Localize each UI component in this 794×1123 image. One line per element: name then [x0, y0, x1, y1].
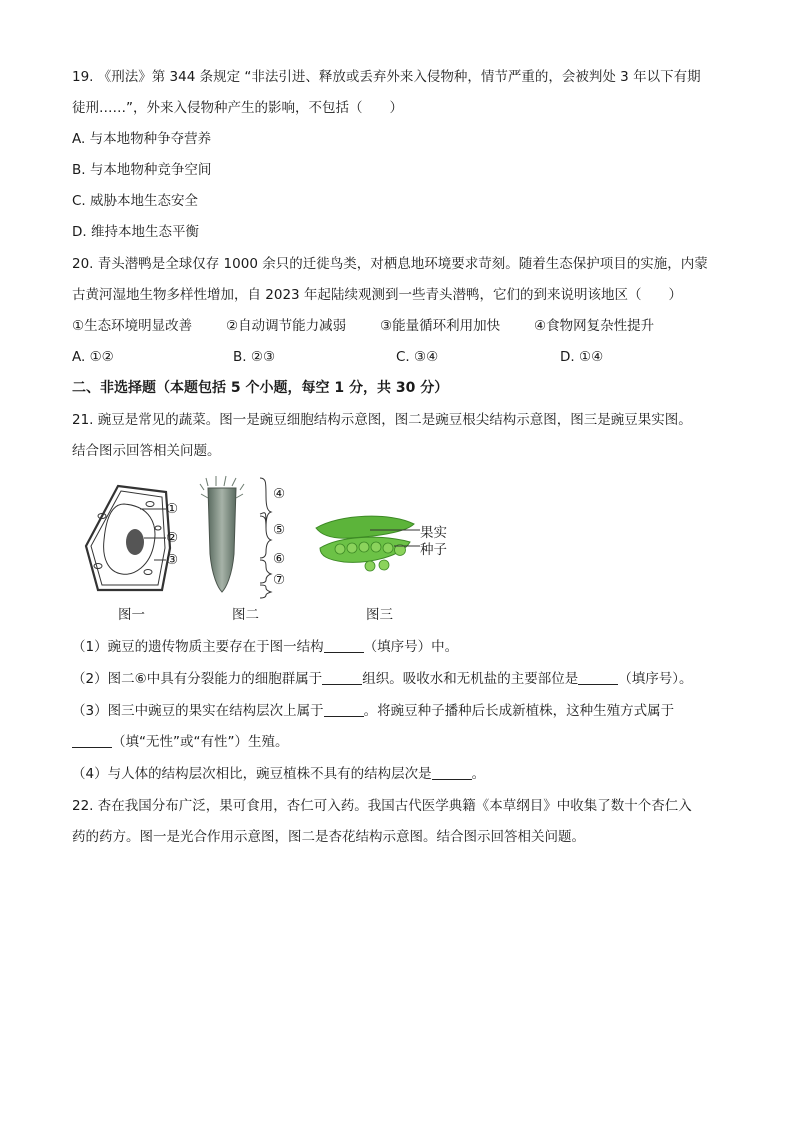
q20-option-c: C. ③④	[396, 349, 439, 365]
q19-option-b: B. 与本地物种竞争空间	[72, 162, 212, 178]
q20-statement-4: ④食物网复杂性提升	[534, 318, 655, 334]
fig1-label-3: ③	[166, 552, 179, 568]
q20-statement-3: ③能量循环利用加快	[380, 318, 501, 334]
q21-sub1: （1）豌豆的遗传物质主要存在于图一结构 （填序号）中。	[72, 639, 459, 655]
q21-sub4: （4）与人体的结构层次相比，豌豆植株不具有的结构层次是 。	[72, 766, 486, 782]
q20-option-b: B. ②③	[233, 349, 276, 365]
pea-pod-image	[310, 508, 430, 574]
answer-blank[interactable]	[432, 765, 472, 780]
q21-sub2: （2）图二⑥中具有分裂能力的细胞群属于 组织。吸收水和无机盐的主要部位是 （填序号）。	[72, 671, 693, 687]
fig1-label-1: ①	[166, 501, 179, 517]
q21-sub3: （3）图三中豌豆的果实在结构层次上属于 。将豌豆种子播种后长成新植株，这种生殖方式属于	[72, 703, 675, 719]
answer-blank[interactable]	[324, 638, 364, 653]
q19-option-a: A. 与本地物种争夺营养	[72, 131, 212, 147]
q20-option-d: D. ①④	[560, 349, 604, 365]
fig2-label-7: ⑦	[273, 572, 286, 588]
fig3-label-fruit: 果实	[420, 525, 447, 541]
q22-stem-line1: 22. 杏在我国分布广泛，果可食用，杏仁可入药。我国古代医学典籍《本草纲目》中收集了数十个杏仁入	[72, 798, 692, 814]
fig3-label-seed: 种子	[420, 542, 447, 558]
q21-stem-line2: 结合图示回答相关问题。	[72, 443, 221, 459]
q20-stem-line2: 古黄河湿地生物多样性增加，自 2023 年起陆续观测到一些青头潜鸭，它们的到来说明该地区（ ）	[72, 287, 682, 303]
answer-blank[interactable]	[322, 670, 362, 685]
answer-blank[interactable]	[72, 733, 112, 748]
q19-stem-line2: 徒刑……”，外来入侵物种产生的影响，不包括（ ）	[72, 100, 403, 116]
fig2-label-4: ④	[273, 486, 286, 502]
q22-stem-line2: 药的药方。图一是光合作用示意图，图二是杏花结构示意图。结合图示回答相关问题。	[72, 829, 585, 845]
fig1-caption: 图一	[118, 607, 145, 623]
q20-statement-2: ②自动调节能力减弱	[226, 318, 347, 334]
q20-stem-line1: 20. 青头潜鸭是全球仅存 1000 余只的迁徙鸟类，对栖息地环境要求苛刻。随着生态保护项目的实施，内蒙	[72, 256, 708, 272]
fig2-label-5: ⑤	[273, 522, 286, 538]
answer-blank[interactable]	[578, 670, 618, 685]
answer-blank[interactable]	[324, 702, 364, 717]
fig2-label-6: ⑥	[273, 551, 286, 567]
section-title: 二、非选择题（本题包括 5 个小题，每空 1 分，共 30 分）	[72, 380, 449, 396]
q20-option-a: A. ①②	[72, 349, 114, 365]
q19-option-c: C. 威胁本地生态安全	[72, 193, 199, 209]
q20-statement-1: ①生态环境明显改善	[72, 318, 193, 334]
q19-stem-line1: 19. 《刑法》第 344 条规定 “非法引进、释放或丢弃外来入侵物种，情节严重的，会被判处 3 年以下有期	[72, 69, 701, 85]
fig1-label-2: ②	[166, 530, 179, 546]
q21-sub3-cont: （填“无性”或“有性”）生殖。	[72, 732, 288, 752]
fig2-caption: 图二	[232, 607, 259, 623]
q21-stem-line1: 21. 豌豆是常见的蔬菜。图一是豌豆细胞结构示意图，图二是豌豆根尖结构示意图，图三是豌豆果实图。	[72, 412, 692, 428]
fig3-caption: 图三	[366, 607, 393, 623]
q19-option-d: D. 维持本地生态平衡	[72, 224, 199, 240]
